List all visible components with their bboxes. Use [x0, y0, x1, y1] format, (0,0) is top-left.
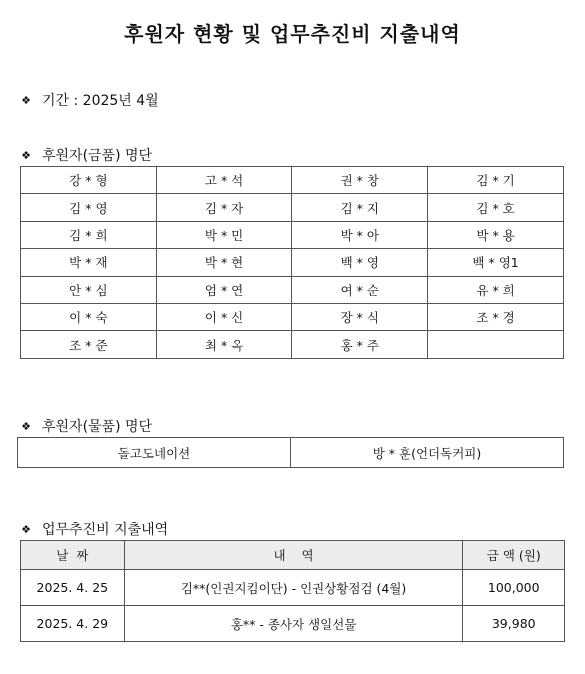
- donor-cell: 박 * 민: [156, 221, 292, 248]
- donor-cell: 박 * 재: [21, 249, 157, 276]
- donor-cell: 박 * 현: [156, 249, 292, 276]
- donor-cell: 조 * 경: [428, 303, 564, 330]
- donor-cell: 백 * 영: [292, 249, 428, 276]
- period-section: [20, 90, 159, 110]
- donor-cell: 김 * 지: [292, 194, 428, 221]
- expenses-heading: [20, 519, 168, 539]
- goods-donors-heading-label: 후원자(물품) 명단: [42, 419, 153, 435]
- donor-cell: 방 * 훈(언더독커피): [291, 438, 564, 468]
- table-header-row: [21, 541, 565, 570]
- table-row: [21, 331, 564, 358]
- expenses-heading-label: 업무추진비 지출내역: [42, 522, 169, 538]
- donor-cell: 이 * 신: [156, 303, 292, 330]
- donor-cell: 장 * 식: [292, 303, 428, 330]
- donor-cell: 김 * 호: [428, 194, 564, 221]
- donor-cell: 고 * 석: [156, 167, 292, 194]
- donor-cell: 박 * 아: [292, 221, 428, 248]
- table-row: [21, 606, 565, 642]
- header-date: 날 짜: [21, 541, 125, 570]
- table-row: [21, 194, 564, 221]
- table-row: [21, 303, 564, 330]
- goods-donors-table: [17, 437, 564, 468]
- money-donors-table: [20, 166, 564, 359]
- donor-cell: 강 * 형: [21, 167, 157, 194]
- expenses-table: [20, 540, 565, 642]
- money-donors-heading: [20, 145, 152, 165]
- expense-description: 홍** - 종사자 생일선물: [124, 606, 463, 642]
- table-row: [21, 249, 564, 276]
- donor-cell: 엄 * 연: [156, 276, 292, 303]
- expense-description: 김**(인권지킴이단) - 인권상황점검 (4월): [124, 570, 463, 606]
- table-row: [21, 570, 565, 606]
- donor-cell: 박 * 용: [428, 221, 564, 248]
- donor-cell: 여 * 순: [292, 276, 428, 303]
- donor-cell: 유 * 희: [428, 276, 564, 303]
- table-row: [21, 276, 564, 303]
- expense-amount: 39,980: [463, 606, 565, 642]
- money-donors-heading-label: 후원자(금품) 명단: [42, 148, 153, 164]
- donor-cell: 김 * 희: [21, 221, 157, 248]
- expense-date: 2025. 4. 25: [21, 570, 125, 606]
- donor-cell: 최 * 옥: [156, 331, 292, 358]
- donor-cell: 이 * 숙: [21, 303, 157, 330]
- donor-cell: 홍 * 주: [292, 331, 428, 358]
- donor-cell: 김 * 영: [21, 194, 157, 221]
- donor-cell: 백 * 영1: [428, 249, 564, 276]
- diamond-bullet-icon: ❖: [21, 148, 31, 162]
- donor-cell: 김 * 자: [156, 194, 292, 221]
- header-description: 내 역: [124, 541, 463, 570]
- table-row: [21, 221, 564, 248]
- table-row: [18, 438, 564, 468]
- donor-cell: 권 * 창: [292, 167, 428, 194]
- diamond-bullet-icon: ❖: [21, 93, 31, 107]
- diamond-bullet-icon: ❖: [21, 419, 31, 433]
- expense-date: 2025. 4. 29: [21, 606, 125, 642]
- expense-amount: 100,000: [463, 570, 565, 606]
- table-row: [21, 167, 564, 194]
- donor-cell: [428, 331, 564, 358]
- diamond-bullet-icon: ❖: [21, 522, 31, 536]
- header-amount: 금 액 (원): [463, 541, 565, 570]
- donor-cell: 조 * 준: [21, 331, 157, 358]
- period-label: 기간 : 2025년 4월: [42, 93, 159, 109]
- page-title: 후원자 현황 및 업무추진비 지출내역: [124, 22, 461, 46]
- goods-donors-heading: [20, 416, 152, 436]
- donor-cell: 김 * 기: [428, 167, 564, 194]
- donor-cell: 안 * 심: [21, 276, 157, 303]
- donor-cell: 돌고도네이션: [18, 438, 291, 468]
